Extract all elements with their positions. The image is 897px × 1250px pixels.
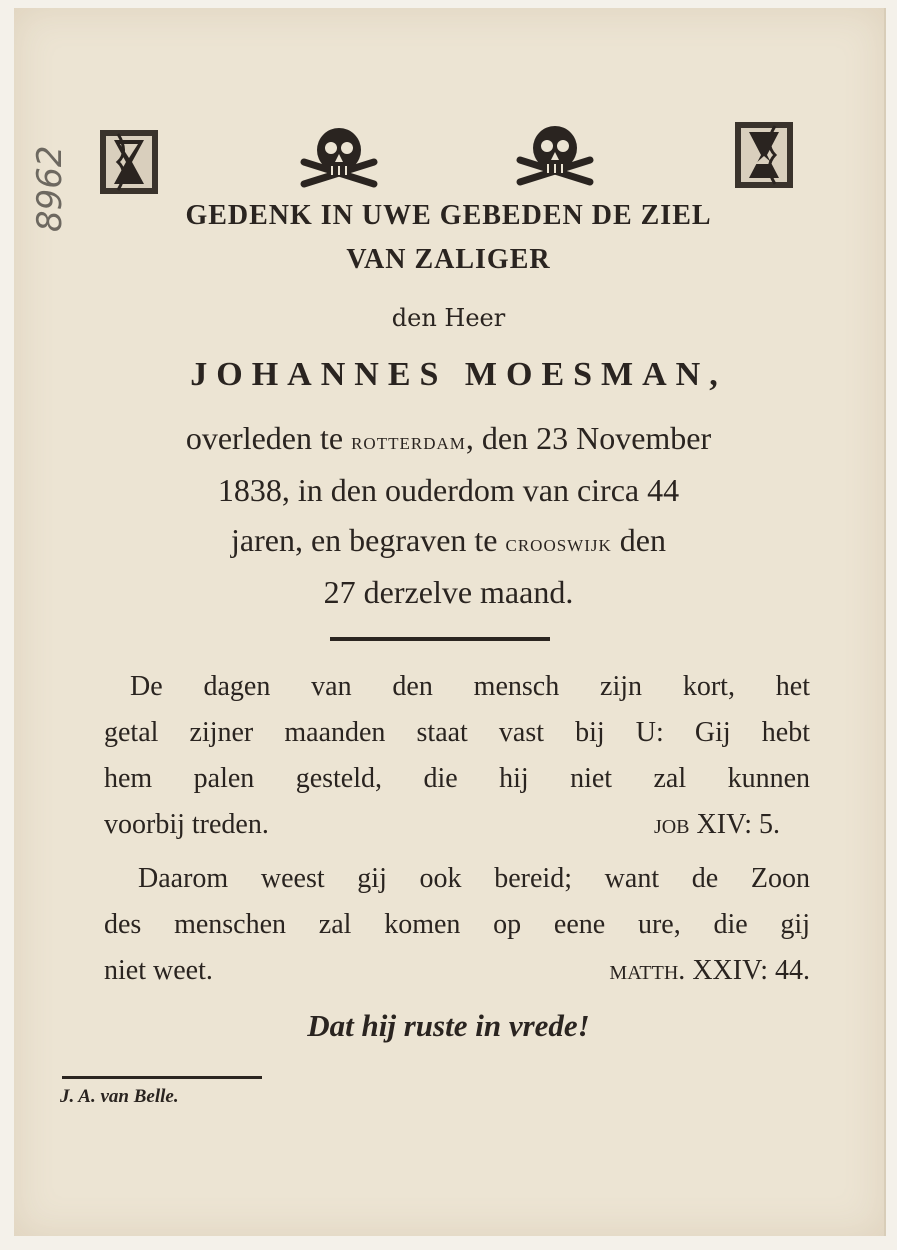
verse-line: hem palen gesteld, die hij niet zal kunnen (104, 763, 810, 794)
details-line-3-b: den (611, 522, 666, 558)
heading-line-2: VAN ZALIGER (346, 244, 551, 275)
verse-1-reference (654, 809, 810, 841)
skull-crossbones-icon (514, 120, 596, 192)
verse-line: Daarom weest gij ook bereid; want de Zoon (138, 863, 810, 894)
skull-crossbones-icon (298, 122, 380, 194)
verse-line: getal zijner maanden staat vast bij U: Gij hebt (104, 717, 810, 748)
verse-1-last-text: voorbij treden. (104, 809, 269, 840)
reference-book: job (653, 809, 690, 840)
details-line-1-a: overleden te (185, 420, 352, 456)
deceased-name: JOHANNES MOESMAN, (190, 356, 727, 393)
handwritten-note: 8962 (30, 145, 70, 232)
verse-2-reference (609, 955, 810, 987)
verse-2 (104, 856, 810, 994)
verse-last-line (104, 948, 810, 994)
heading-line-1: GEDENK IN UWE GEBEDEN DE ZIEL (185, 200, 712, 231)
divider (330, 637, 550, 641)
place-of-death: rotterdam (351, 428, 466, 455)
details-line-2: 1838, in den ouderdom van circa 44 (217, 472, 680, 508)
verse-1 (104, 664, 810, 848)
title-prefix: den Heer (391, 304, 506, 332)
details-line-1 (0, 420, 897, 457)
verse-last-line (104, 802, 810, 848)
reference-verse: XIV: 5. (696, 809, 780, 840)
verse-line: De dagen van den mensch zijn kort, het (130, 671, 810, 702)
burial-place: crooswijk (505, 530, 612, 557)
hourglass-icon (733, 120, 795, 190)
printer-divider (62, 1076, 262, 1079)
verse-line: des menschen zal komen op eene ure, die gij (104, 909, 810, 940)
details-line-3 (0, 522, 897, 559)
details-line-4: 27 derzelve maand. (323, 574, 574, 610)
printer-credit: J. A. van Belle. (60, 1086, 179, 1107)
hourglass-icon (98, 128, 160, 196)
verse-2-last-text: niet weet. (104, 955, 213, 986)
details-line-3-a: jaren, en begraven te (230, 522, 506, 558)
reference-verse: XXIV: 44. (692, 955, 810, 986)
details-line-1-b: , den 23 November (465, 420, 712, 456)
closing-blessing: Dat hij ruste in vrede! (307, 1008, 590, 1043)
reference-book: matth. (609, 955, 686, 986)
